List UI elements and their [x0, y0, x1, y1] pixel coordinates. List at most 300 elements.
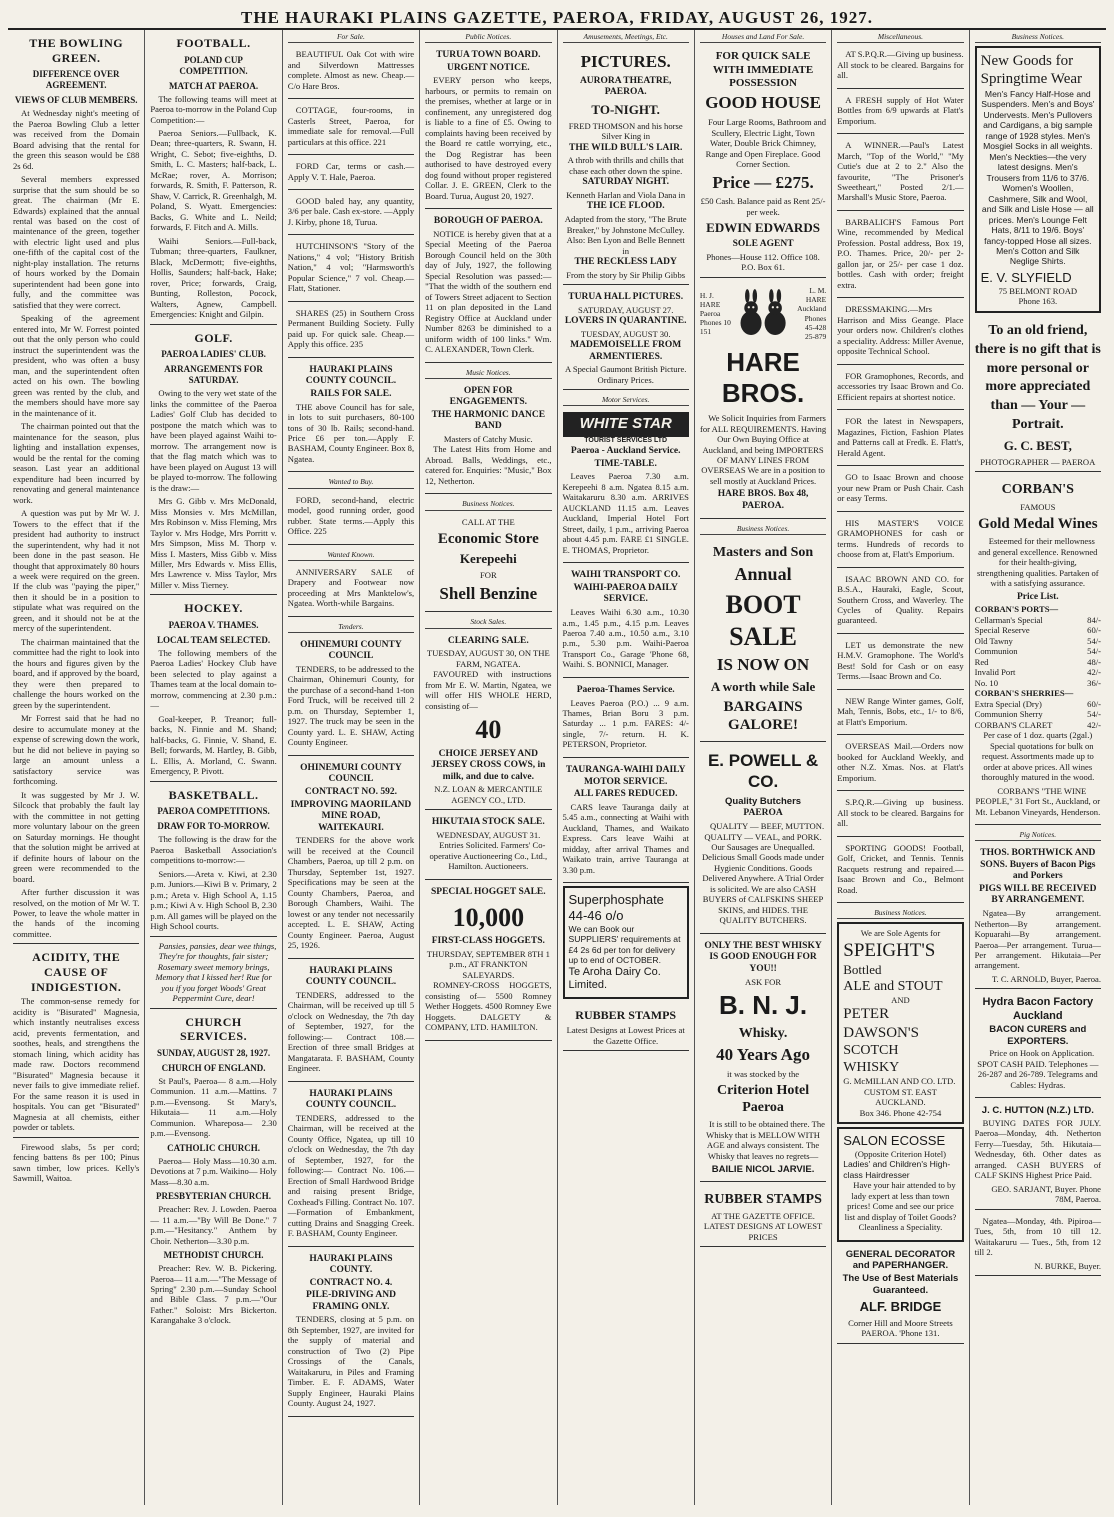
pigs-heading: PIGS WILL BE RECEIVED BY ARRANGEMENT. — [979, 883, 1097, 906]
section-header: Wanted to Buy. — [288, 475, 414, 488]
ad-text: BEAUTIFUL Oak Cot with wire and Silverdown Mattresses complete. Almost as new. Cheap.—C/o Hare Bros. — [287, 49, 415, 91]
notice-body: Entries Solicited. Farmers' Co-operative Auctioneering Co., Ltd., Hamilton. Auctioneers. — [429, 840, 548, 872]
price-item-price: 54/- — [1087, 635, 1101, 646]
timetable-body: Leaves Paeroa 7.30 a.m. Kerepeehi 8 a.m. Ngatea 8.15 a.m. Waitakaruru 8.30 a.m. ARRIVES AUCKLAND 11.15 a.m. Leaves Auckland, Imperial Hotel Fort Street, daily, 1 p.m., arriving Paeroa about 4.45 p.m. FARE £1 SINGLE. E. THOMAS, Proprietor. — [562, 471, 689, 555]
ad-text: FORD, second-hand, electric model, good running order, good rubber. State terms.—Apply this Office. 225 — [287, 494, 415, 537]
price-list-row — [975, 678, 1101, 688]
agent-role: SOLE AGENT — [732, 239, 794, 250]
salon-tagline: Ladies' and Children's High-class Hairdresser — [843, 1159, 951, 1180]
section-header: Amusements, Meetings, Etc. — [563, 30, 689, 43]
butcher-tagline: Quality Butchers — [725, 795, 802, 807]
price-item-name: Old Tawny — [974, 635, 1013, 646]
classified-ad — [837, 794, 963, 836]
classified-ad — [288, 564, 414, 617]
price-item-name: CORBAN'S PORTS— — [974, 604, 1059, 615]
column-1 — [8, 30, 145, 1505]
film-blurb: A Special Gaumont British Picture. Ordinary Prices. — [564, 364, 687, 385]
price-item-name: Invalid Port — [974, 667, 1016, 678]
tonight-heading: TO-NIGHT. — [591, 102, 660, 118]
thames-service-advert — [563, 681, 689, 758]
corbans-name: CORBAN'S — [1001, 482, 1074, 498]
portrait-slogan: To an old friend, there is no gift that is more personal or more appreciated than — Your — Portrait. — [974, 322, 1101, 433]
section-header: Business Notices. — [837, 906, 963, 919]
notice-title: OHINEMURI COUNTY COUNCIL — [300, 639, 402, 662]
rubber-stamps-advert — [563, 1002, 689, 1052]
ad-text: DRESSMAKING.—Mrs Harrison and Miss Geange. Place your orders now. Children's clothes a speciality. Address: Miller Avenue, opposite Technical School. — [837, 304, 964, 357]
notice-date: THURSDAY, SEPTEMBER 8TH 1 p.m., AT FRANKTON SALEYARDS. — [426, 948, 550, 980]
dawson-brand: PETER DAWSON'S — [843, 1006, 919, 1041]
price-item-name: CORBAN'S CLARET — [974, 719, 1053, 730]
stock-description: FIRST-CLASS HOGGETS. — [431, 936, 545, 947]
football-title: FOOTBALL. — [176, 36, 251, 50]
decorator-title: GENERAL DECORATOR and PAPERHANGER. — [845, 1248, 956, 1272]
whisky-years: 40 Years Ago — [716, 1044, 810, 1064]
ad-text: NEW Range Winter games, Golf, Mah, Tennis, Bobs, etc., 1/- to 8/6, at Flatt's Emporium. — [837, 695, 964, 727]
tender-notice — [288, 1250, 414, 1417]
speights-brand: SPEIGHT'S — [843, 939, 936, 961]
film-title: THE WILD BULL'S LAIR. — [569, 142, 683, 153]
rubber-stamps-body: AT THE GAZETTE OFFICE. LATEST DESIGNS AT LOWEST PRICES — [703, 1210, 823, 1242]
shop-name: Masters and Son — [712, 544, 814, 560]
column-5 — [558, 30, 695, 1505]
white-star-advert — [563, 409, 689, 563]
hutton-buyer: GEO. SARJANT, Buyer. Phone 78M, Paeroa. — [991, 1183, 1101, 1205]
house-title: GOOD HOUSE — [705, 93, 821, 113]
classified-ad — [837, 301, 963, 364]
notice-title: TURUA TOWN BOARD. — [436, 50, 541, 61]
classified-ad — [837, 214, 963, 298]
hydra-subtitle: BACON CURERS and EXPORTERS. — [989, 1024, 1087, 1047]
slyfield-address: 75 BELMONT ROAD — [998, 285, 1078, 296]
church-services: Paeroa— Holy Mass—10.30 a.m. Devotions at 7 p.m. Waikino— Holy Mass—8.30 a.m. — [150, 1155, 277, 1187]
notice-body: TENDERS, to be addressed to the Chairman, Ohinemuri County, for the purchase of a second-hand 1-ton Ford Truck, will be received till 2 p.m. on Thursday, September 1, 1927. The truck may be seen in the County yard. L. E. SHAW, Acting County Engineer. — [287, 663, 415, 748]
price-item-price: 36/- — [1087, 677, 1101, 688]
film-cast: FRED THOMSON and his horse Silver King in — [568, 120, 683, 142]
boot-sale-advert — [700, 538, 826, 743]
price-item-price: 54/- — [1087, 646, 1101, 657]
acidity-paragraph: The common-sense remedy for acidity is "Bisurated" Magnesia, which instantly neutralises excess acid, prevents fermentation, and soothes, heals, and strengthens the stomach lining, which acidity has made raw. Doctors recommend "Bisurated" Magnesia because it never fails to give immediate relief. For the same reason it is used in hospitals. You can get "Bisurated" Magnesia at all chemists, either powder or tablets. — [13, 996, 140, 1133]
church-services: Preacher: Rev. W. B. Pickering. Paeroa— 11 a.m.—"The Message of Spring" 2.30 p.m.—Sunday School and Bible Class. 7 p.m.—"Our Father." Soloist: Mrs Bickerton. Karangahake 3 o'clock. — [150, 1263, 277, 1326]
store-line: CALL AT THE — [461, 516, 515, 527]
tender-notice — [288, 636, 414, 756]
football-subhead-2: MATCH AT PAEROA. — [169, 80, 259, 91]
whisky-name: BAILIE NICOL JARVIE. — [711, 1164, 815, 1176]
divider — [150, 1008, 276, 1009]
hall-date: SATURDAY, AUGUST 27. — [578, 304, 674, 315]
ad-text: COTTAGE, four-rooms, in Casterls Street, Paeroa, for immediate sale for removal.—Full particulars at this office. 221 — [287, 105, 415, 147]
notice-subtitle: CONTRACT NO. 592. — [304, 786, 398, 797]
corbans-body: Special quotations for bulk on request. Assortments made up to order at above prices. All wines thoroughly matured in the wood. — [981, 740, 1095, 783]
whisky-line: it was stocked by the — [727, 1068, 800, 1079]
agent-name: EDWIN EDWARDS — [706, 220, 820, 236]
corbans-body: Esteemed for their mellowness and general excellence. Renowned for their health-giving, strengthening qualities. Partaken of with a satisfying assurance. — [976, 536, 1099, 589]
film-title: MADEMOISELLE FROM ARMENTIERES. — [570, 340, 682, 362]
price-list-row — [975, 646, 1101, 656]
store-name: Economic Store — [437, 531, 539, 547]
notice-title: SPECIAL HOGGET SALE. — [430, 886, 546, 897]
bowling-paragraph: A question was put by Mr W. J. Towers to the effect that if the president had authority to instruct the superintendent, why had it not been done in the past season. He thought that approximately 80 hours a week were required on the green. If the club was "paying the piper," then it should be in a position to stipulate what was required on the green, and it should not be at the mercy of the superintendent. — [13, 508, 140, 634]
ad-text: SHARES (25) in Southern Cross Permanent Building Society. Fully paid up. For quick sale. Cheap.—Apply this office. 235 — [287, 307, 415, 350]
butcher-name: E. POWELL & CO. — [707, 751, 819, 792]
agent-address: CUSTOM ST. EAST AUCKLAND. — [863, 1086, 937, 1108]
price-item-price: 42/- — [1087, 667, 1101, 678]
price-list-row — [975, 604, 1101, 614]
boot-sale-annual: Annual — [734, 563, 792, 584]
whisky-type: Whisky. — [738, 1025, 788, 1041]
decorator-advert — [837, 1245, 963, 1344]
boot-sale-status: IS NOW ON — [716, 655, 810, 675]
salon-advert — [837, 1127, 963, 1242]
superphosphate-body: We can Book our SUPPLIERS' requirements at £4 2s 6d per ton for delivery up to end of OCTOBER. — [568, 923, 681, 966]
notice-subtitle: PILE-DRIVING AND FRAMING ONLY. — [305, 1290, 396, 1312]
public-notice — [425, 212, 551, 362]
timetable-body: CARS leave Tauranga daily at 5.45 a.m., connecting at Waihi with Auckland, Thames, and Waikato Express. Cars leave Waihi at midday, after arrival Thames and Waikato train, arrive Tauranga at 3.30 p.m. — [562, 801, 689, 875]
ad-text: LET us demonstrate the new H.M.V. Gramophone. The World's Best! Sold for Cash or on easy Terms.—Isaac Brown and Co. — [837, 639, 964, 682]
price-list — [975, 604, 1101, 730]
column-3 — [283, 30, 420, 1505]
church-services: St Paul's, Paeroa— 8 a.m.—Holy Communion. 11 a.m.—Mattins. 7 p.m.—Evensong. St Mary's, Hikutaia— 11 a.m.—Holy Communion. Whareposa— 2.30 p.m.—Evensong. — [150, 1075, 277, 1139]
golf-paragraph: Owing to the very wet state of the links the committee of the Paeroa Ladies' Golf Club has decided to postpone the match which was to have been played against Waihi to-morrow. The arrangement now is that the flag match which was to have been played on August 13 will be played to-morrow. The following is the draw:— — [150, 388, 277, 493]
stock-description: CHOICE JERSEY AND JERSEY CROSS COWS, in milk, and due to calve. — [431, 748, 546, 782]
slyfield-heading: New Goods for Springtime Wear — [980, 53, 1083, 88]
ad-text: HIS MASTER'S VOICE GRAMOPHONES for cash or terms. Hundreds of records to choose from at, Flatt's Emporium. — [837, 517, 964, 560]
price-item-name: CORBAN'S SHERRIES— — [974, 688, 1074, 699]
speights-line: Bottled — [843, 961, 882, 977]
notice-body: TENDERS, addressed to the Chairman, will be received up till 5 o'clock on Wednesday, the 7th day of September, 1927, for the following:— Contract 108.—Erection of three small Bridges at Mangatarata. F. BASHAM, County Engineer. — [287, 989, 415, 1074]
house-price: Price — £275. — [712, 172, 814, 192]
store-advert — [425, 514, 551, 613]
golf-paragraph: Mrs G. Gibb v. Mrs McDonald, Miss Monsies v. Mrs McMillan, Mrs Robinson v. Miss Fleming, Mrs Taylor v. Mrs Hodge, Mrs Porritt v. Mrs Simpson, Miss M. Thorp v. Miss I. Masters, Miss Gibb v. Miss Miller, Mrs Edwards v. Miss Ellis, Mrs Lawrence v. Miss Taylor, Mrs Miller v. Miss Tierney. — [150, 496, 277, 590]
price-item-price: 60/- — [1087, 625, 1101, 636]
classified-ad — [288, 238, 414, 301]
notice-body: EVERY person who keeps, harbours, or permits to remain on the premises, whether at large or in confinement, any unregistered dog is liable to a fine of £5. Owing to complaints having been received by the Board re cattle worrying, etc., the Dog Registrar has been authorised to have destroyed every dog found without proper registered Collar. J. E. GREEN, Clerk to the Board. Turua, August 20, 1927. — [425, 75, 552, 201]
slyfield-phone: Phone 163. — [1018, 296, 1058, 307]
theatre-advert — [563, 46, 689, 285]
classified-ad — [837, 92, 963, 134]
borthwick-title: THOS. BORTHWICK AND SONS. Buyers of Bacon Pigs and Porkers — [980, 848, 1096, 882]
photographer-location: PHOTOGRAPHER — PAEROA — [980, 457, 1096, 467]
poem-advert: Pansies, pansies, dear wee things, They're for thoughts, fair sister; Rosemary sweet memory brings, Memory that I kissed her! Rue for you if you forget Woods' Great Peppermint Cure, dear! — [155, 940, 277, 1004]
notice-title: BOROUGH OF PAEROA. — [433, 216, 543, 227]
section-header: Business Notices. — [975, 30, 1101, 43]
ad-text: OVERSEAS Mail.—Orders now booked for Auckland Weekly, and other N.Z. Xmas. Nos. at Flatt's Emporium. — [837, 741, 964, 783]
notice-title: HIKUTAIA STOCK SALE. — [431, 817, 545, 828]
hutton-body: BUYING DATES FOR JULY. Paeroa—Monday, 4th. Netherton Ferry—Tuesday, 5th. Hikutaia—Wednesday, 6th. Other dates as arranged. CASH BUYERS of CALF SKINS Highest Price Paid. — [974, 1117, 1101, 1181]
price-list-row — [975, 709, 1101, 719]
corbans-advert — [975, 475, 1101, 825]
section-header: Motor Services. — [563, 393, 689, 406]
store-place: Kerepeehi — [459, 551, 517, 567]
notice-subtitle: URGENT NOTICE. — [446, 62, 530, 73]
price-list-row — [975, 667, 1101, 677]
film-cast: Kenneth Harlan and Viola Dana in — [566, 189, 686, 200]
service-subtitle: WAIHI-PAEROA DAILY SERVICE. — [573, 582, 678, 605]
tender-notice — [288, 962, 414, 1082]
notice-body: FAVOURED with instructions from Mr E. W. Martin, Ngatea, we will offer HIS WHOLE HERD, consisting of— — [425, 669, 552, 711]
price-item-name: Cellarman's Special — [974, 614, 1043, 625]
service-subtitle: ALL FARES REDUCED. — [573, 789, 678, 800]
notice-subtitle: CONTRACT NO. 4. — [309, 1277, 393, 1288]
notice-title: HAURAKI PLAINS COUNTY COUNCIL. — [305, 965, 397, 988]
section-header: Pig Notices. — [975, 828, 1101, 841]
hydra-title: Hydra Bacon Factory Auckland — [982, 996, 1094, 1022]
classified-ad — [288, 102, 414, 155]
notice-body: THE above Council has for sale, in lots to suit purchasers, 80-100 tons of 30 lb. Rails; second-hand. Price £6 per ton.—Apply F. BASHAM, County Engineer. Box 8, Ngatea. — [287, 401, 415, 464]
saturday-heading: SATURDAY NIGHT. — [582, 177, 669, 188]
service-name: TAURANGA-WAIHI DAILY MOTOR SERVICE. — [565, 764, 686, 787]
notice-body: NOTICE is hereby given that at a Special Meeting of the Paeroa Borough Council held on the 30th day of July, 1927, the following Special Resolution was passed:— "That the width of the southern end of Towers Street adjacent to Section 11 on plan deposited in the Land Registry Office at Auckland under Number 8263 be diminished to a uniform width of 100 links." Wm. C. ALEXANDER, Town Clerk. — [425, 228, 552, 355]
church-name: PRESBYTERIAN CHURCH. — [156, 1191, 272, 1202]
classified-ad — [837, 137, 963, 211]
band-advert — [425, 382, 551, 495]
classified-ad — [288, 46, 414, 99]
price-item-price: 42/- — [1087, 719, 1101, 730]
whisky-advert — [700, 937, 826, 1182]
corbans-address: CORBAN'S "THE WINE PEOPLE," 31 Fort St., Auckland, or Mt. Lebanon Vineyards, Henderson. — [975, 785, 1101, 817]
dairy-company: Te Aroha Dairy Co. Limited. — [568, 965, 661, 992]
column-7 — [832, 30, 969, 1505]
price-list-row — [975, 625, 1101, 635]
football-paragraph: Paeroa Seniors.—Fullback, K. Dean; three-quarters, R. Swann, H. Wright, C. Sebot; five-eighths, D. Smith, L. C. Masters; half-back, L. McRae; rover, A. Morrison; forwards, R. Smith, F. Patterson, R. Shaw, V. Carrick, R. Greenhalgh, M. Poland, S. Wyatt. Emergencies: Backs, G. White and L. Neild; forwards, F. Fitch and A. Mills. — [150, 127, 277, 233]
service-name: Paeroa - Auckland Service. — [570, 446, 681, 457]
price-list-row — [975, 688, 1101, 698]
price-item-name: Extra Special (Dry) — [974, 698, 1042, 709]
price-item-name: Communion — [974, 646, 1018, 657]
divider — [150, 781, 276, 782]
golf-title: GOLF. — [194, 330, 233, 345]
section-header: Public Notices. — [425, 30, 551, 43]
classified-ad — [288, 193, 414, 235]
butcher-advert — [700, 745, 826, 933]
classified-ad — [837, 469, 963, 511]
speights-line: We are Sole Agents for — [860, 928, 941, 939]
waihi-transport-advert — [563, 566, 689, 678]
classified-ad — [288, 158, 414, 190]
corbans-line: FAMOUS — [1020, 501, 1056, 512]
agent-contact: Phones—House 112. Office 108. P.O. Box 61. — [706, 251, 820, 273]
sale-heading: FOR QUICK SALE WITH IMMEDIATE POSSESSION — [712, 50, 814, 89]
notice-date: TUESDAY, AUGUST 30, ON THE FARM, NGATEA. — [426, 648, 550, 669]
photographer-name: G. C. BEST, — [1003, 438, 1072, 454]
timetable-body: Leaves Waihi 6.30 a.m., 10.30 a.m., 1.45 p.m., 4.15 p.m. Leaves Paeroa 7.40 a.m., 10.50 a.m., 3.10 p.m., 5.30 p.m. Waihi-Paeroa Transport Co., Garage 'Phone 68, Waihi. S. BONNICI, Manager. — [562, 607, 689, 670]
divider — [13, 943, 139, 944]
stock-sale-notice — [425, 813, 551, 880]
pigs-schedule: Ngatea—By arrangement. Netherton—By arrangement. Kopuarahi—By arrangement. Paeroa—Per arrangement. Turua—Per arrangement. Hikutaia—Per arrangement. — [974, 908, 1101, 971]
ad-text: SPORTING GOODS! Football, Golf, Cricket, and Tennis. Tennis Racquets restrung and repaired.—Isaac Brown and Co., Belmont Road. — [837, 842, 964, 895]
ad-text: A WINNER.—Paul's Latest March, "Top of the World," "My Cutie's due at 2 to 2." Also the favourite, "The Prisoner's Sweetheart," Posted 2/1.—Marshall's Music Store, Paeroa. — [837, 140, 964, 203]
notice-body: TENDERS for the above work will be received at the Council Chambers, Paeroa, up till 2 p.m. on Thursday, September 1st, 1927. Specifications may be seen at the County Chambers, Paeroa, and Borough Chambers, Waihi. The lowest or any tender not necessarily accepted. L. E. SHAW, Acting County Engineer. Paeroa, August 25, 1926. — [287, 835, 415, 951]
whisky-brand: B. N. J. — [718, 990, 808, 1021]
rubber-stamps-title: RUBBER STAMPS — [575, 1007, 677, 1022]
speights-product: ALE and STOUT — [843, 978, 943, 994]
firewood-notice: Firewood slabs, 5s per cord; fencing battens 8s per 100; Pinus sawn timber, low prices. Kelly's Sawmill, Waitoa. — [13, 1141, 140, 1184]
section-header: Miscellaneous. — [837, 30, 963, 43]
notice-date: WEDNESDAY, AUGUST 31. — [436, 830, 541, 840]
section-header: Tenders. — [288, 620, 414, 633]
hydra-body: Price on Hook on Application. SPOT CASH PAID. Telephones — 26-287 and 26-789. Telegrams and Cables: Hydras. — [977, 1048, 1099, 1090]
house-terms: £50 Cash. Balance paid as Rent 25/- per week. — [700, 196, 826, 217]
band-name: THE HARMONIC DANCE BAND — [431, 409, 546, 432]
column-8 — [970, 30, 1106, 1505]
borthwick-advert — [975, 844, 1101, 989]
hydra-advert — [975, 992, 1101, 1098]
classified-ad — [288, 305, 414, 358]
golf-subhead-2: ARRANGEMENTS FOR SATURDAY. — [164, 364, 263, 386]
classified-ad — [288, 492, 414, 545]
theatre-name: AURORA THEATRE, PAEROA. — [579, 75, 672, 98]
hare-bros-body: We Solicit Inquiries from Farmers for ALL REQUIREMENTS. Having Our Own Buying Office at Auckland, and being IMPORTERS OF MANY LINES FROM OVERSEAS We are in a position to sell mostly at Auckland Prices. — [699, 413, 827, 486]
notice-subtitle: IMPROVING MAORILAND MINE ROAD, WAITEKAURI. — [290, 799, 412, 833]
notice-body: TENDERS, addressed to the Chairman, will be received at the County Office, Ngatea, up till 10 o'clock on Wednesday, the 7th day of September, 1927, for the following:— Contract No. 106.—Erection of Small Hardwood Bridge and raising present Bridge, Coxhead's Filling. Contract No. 107.—Formation of Embankment, cutting Drains and Snagging Creek. F. BASHAM, County Engineer. — [287, 1112, 415, 1239]
ad-text: ANNIVERSARY SALE of Drapery and Footwear now proceeding at Mrs Manktelow's, Ngatea. Worth-while Bargains. — [287, 566, 415, 609]
film-cast: Also: Ben Lyon and Belle Bennett in — [566, 235, 685, 256]
price-item-price: 84/- — [1087, 614, 1101, 625]
classified-ad — [837, 413, 963, 466]
speights-advert — [837, 922, 963, 1124]
service-name: Paeroa-Thames Service. — [576, 684, 675, 695]
classified-ad — [837, 46, 963, 88]
price-item-name: Communion Sherry — [974, 709, 1043, 720]
masthead: THE HAURAKI PLAINS GAZETTE, PAEROA, FRIDAY, AUGUST 26, 1927. — [8, 6, 1106, 30]
tender-notice — [288, 1085, 414, 1247]
church-name: METHODIST CHURCH. — [163, 1250, 264, 1261]
divider — [150, 324, 276, 325]
whisky-ask: ASK FOR — [745, 976, 782, 987]
classified-ad — [837, 368, 963, 410]
decorator-address: Corner Hill and Moore Streets PAEROA. 'Phone 131. — [848, 1317, 953, 1339]
slyfield-advert — [975, 46, 1101, 313]
corbans-product: Gold Medal Wines — [978, 516, 1098, 533]
salon-body: Have your hair attended to by lady expert at less than town prices! Come and see our price list and display of Toilet Goods? Cleanliness a Speciality. — [844, 1180, 957, 1233]
notice-title: HAURAKI PLAINS COUNTY. — [309, 1253, 393, 1276]
ad-text: ISAAC BROWN AND CO. for B.S.A., Hauraki, Eagle, Scout, Southern Cross, and Waverley. The Cycles of Quality. Repairs guaranteed. — [837, 573, 964, 626]
section-header: Stock Sales. — [425, 615, 551, 628]
public-notice — [425, 46, 551, 209]
columns — [8, 30, 1106, 1505]
bowling-paragraph: It was suggested by Mr J. W. Silcock that probably the fault lay with the committee in not getting more voluntary labour on the green on Saturday mornings. He thought that the solution might be arrived at if definite hours of labour on the green were recommended to the board. — [13, 789, 140, 884]
classified-ad — [837, 840, 963, 903]
price-item-name: Red — [974, 656, 989, 667]
whisky-body: It is still to be obtained there. The Whisky that is MELLOW WITH AGE and always consistent. The Whisky that leaves no regrets— — [706, 1119, 825, 1161]
bowling-title: THE BOWLING GREEN. — [29, 36, 124, 65]
white-star-logo: WHITE STAR — [563, 412, 689, 436]
tender-notice — [288, 759, 414, 959]
house-sale-advert — [700, 46, 826, 277]
hare-bros-advert — [700, 281, 826, 519]
photographer-advert — [975, 316, 1101, 473]
film-title: LOVERS IN QUARANTINE. — [564, 316, 687, 327]
burke-schedule: Ngatea—Monday, 4th. Pipiroa— Tues, 5th, from 10 till 12. Waitakaruru — Tues., 5th, from 12 till 2. — [974, 1215, 1101, 1258]
stock-sale-notice — [425, 883, 551, 1041]
slyfield-name: E. V. SLYFIELD — [980, 269, 1072, 285]
price-item-price: 48/- — [1087, 656, 1101, 667]
hall-date: TUESDAY, AUGUST 30. — [580, 328, 671, 339]
rubber-stamps-advert — [700, 1185, 826, 1248]
butcher-town: PAEROA — [743, 808, 783, 819]
bowling-paragraph: The chairman pointed out that the maintenance for the season, plus lighting and installation expenses, would be the rental for the coming season. Last year an additional expenditure had been incurred by renovating and general maintenance work. — [13, 421, 140, 505]
council-notice — [288, 361, 414, 473]
section-header: Business Notices. — [425, 497, 551, 510]
dawson-product: SCOTCH WHISKY — [843, 1042, 900, 1076]
stock-sale-notice — [425, 632, 551, 811]
hockey-subhead-2: LOCAL TEAM SELECTED. — [157, 635, 271, 646]
stock-count: 40 — [475, 715, 502, 744]
football-paragraph: Waihi Seniors.—Full-back, Tubman; three-quarters, Faulkner, Black, McDermott; five-eighths, Hollis, Saunders; half-back, Hake; rover, Price; forwards, Craig, Bunting, Rolleston, Pocock, Walters, Agnew, Campbell. Emergencies: Knight and Gilpin. — [150, 235, 277, 320]
bowling-paragraph: Mr Forrest said that he had no desire to accumulate money at the expense of screwing down the work, but he did not believe in paying so large an amount unless a satisfactory service was forthcoming. — [13, 713, 140, 787]
hare-bros-logo: HARE BROS. — [721, 346, 805, 409]
tauranga-service-advert — [563, 761, 689, 883]
hare-bros-signature: HARE BROS. Box 48, PAEROA. — [717, 489, 809, 512]
price-list-row — [975, 699, 1101, 709]
divider — [13, 1137, 139, 1138]
basketball-paragraph: The following is the draw for the Paeroa Basketball Association's competitions to-morrow:— — [150, 834, 277, 866]
band-line: OPEN FOR ENGAGEMENTS. — [449, 385, 527, 408]
hall-title: TURUA HALL PICTURES. — [568, 292, 684, 303]
notice-body: TENDERS, closing at 5 p.m. on 8th September, 1927, are invited for the supply of material and construction of Two (2) Pipe Crossings of the Canals, Waitakaruru, in Piles and Framing Timber. E. F. ADAMS, Water Supply Engineer, Hauraki Plains County. August 24, 1927. — [287, 1314, 415, 1409]
hare-auckland-contact: L. M. HARE Auckland Phones 45-428 25-879 — [797, 286, 827, 341]
ad-text: FOR Gramophones, Records, and accessories try Isaac Brown and Co. Efficient repairs at shortest notice. — [837, 370, 964, 402]
column-2 — [145, 30, 282, 1505]
timetable-body: Leaves Paeroa (P.O.) ... 9 a.m. Thames, Brian Boru 3 p.m. Saturday ... 1 p.m. FARES: 4/- single, 7/- return. H. K. PETERSON, Proprietor. — [562, 697, 689, 750]
auctioneer: N.Z. LOAN & MERCANTILE AGENCY CO., LTD. — [434, 784, 543, 805]
film-title: THE RECKLESS LADY — [574, 256, 677, 267]
divider — [150, 594, 276, 595]
salon-name: SALON ECOSSE — [843, 1133, 946, 1149]
section-header: Business Notices. — [700, 522, 826, 535]
basketball-subhead-2: DRAW FOR TO-MORROW. — [157, 821, 270, 832]
hutton-advert — [975, 1101, 1101, 1209]
section-header: For Sale. — [288, 30, 414, 43]
classified-ad — [837, 693, 963, 735]
ad-text: FORD Car, terms or cash.—Apply V. T. Hale, Paeroa. — [287, 161, 415, 182]
price-item-price: 54/- — [1087, 709, 1101, 720]
film-title: THE ICE FLOOD. — [586, 201, 665, 212]
notice-title: HAURAKI PLAINS COUNTY COUNCIL. — [305, 1088, 397, 1111]
basketball-title: BASKETBALL. — [168, 787, 259, 802]
rubber-stamps-body: Latest Designs at Lowest Prices at the Gazette Office. — [566, 1025, 685, 1046]
hotel-name: Criterion Hotel Paeroa — [716, 1083, 810, 1116]
price-list-title: Price List. — [1016, 591, 1059, 602]
bowling-paragraph: Speaking of the agreement entered into, Mr W. Forrest pointed out that the only person who could instruct the superintendent was the president, who was often a busy man, and the superintendent often acted on his own. The bowling green was rented by the club, and the members should have more say in the maintenance of it. — [13, 313, 140, 418]
burke-buyer: N. BURKE, Buyer. — [1034, 1260, 1101, 1271]
golf-subhead: PAEROA LADIES' CLUB. — [161, 349, 266, 360]
bowling-paragraph: After further discussion it was resolved, on the motion of Mr W. T. Power, to leave the whole matter in the hands of the incoming committee. — [13, 887, 140, 939]
price-list-row — [975, 720, 1101, 730]
notice-title: OHINEMURI COUNTY COUNCIL — [300, 762, 402, 785]
ad-text: HUTCHINSON'S "Story of the Nations," 4 vol; "History British Nation," 4 vol; "Harmsworth's Popular Science," 7 vol. Cheap.—Flatt, Stationer. — [287, 241, 415, 294]
church-name: CHURCH OF ENGLAND. — [161, 1062, 266, 1073]
bowling-paragraph: At Wednesday night's meeting of the Paeroa Bowling Club a letter was received from the Domain Board advising that the rental for the green this season would be £88 2s 6d. — [13, 108, 140, 171]
price-item-name: No. 10 — [974, 677, 999, 688]
football-paragraph: The following teams will meet at Paeroa to-morrow in the Poland Cup Competition:— — [150, 93, 277, 125]
butcher-body: QUALITY — BEEF, MUTTON. QUALITY — VEAL, and PORK. Our Sausages are Unequalled. Delicious Small Goods made under Hygienic Conditions. Goods Delivered Anywhere. A Trial Order is solicited. We are also CASH BUYERS of CALFSKINS SHEEP SKINS, and HIDES. THE QUALITY BUTCHERS. — [701, 821, 825, 926]
ad-text: FOR the latest in Newspapers, Magazines, Fiction, Fashion Plates and Patterns call at Fredk. E. Flatt's, Herald Agent. — [837, 416, 964, 458]
bowling-subhead-2: VIEWS OF CLUB MEMBERS. — [14, 95, 138, 106]
superphosphate-advert — [563, 886, 689, 998]
notice-title: HAURAKI PLAINS COUNTY COUNCIL. — [305, 364, 397, 387]
church-date: SUNDAY, AUGUST 28, 1927. — [156, 1047, 271, 1058]
church-title: CHURCH SERVICES. — [180, 1014, 248, 1044]
classified-ad — [837, 738, 963, 791]
classified-ad — [837, 515, 963, 568]
band-tagline: Masters of Catchy Music. — [443, 433, 533, 444]
basketball-paragraph: Seniors.—Areta v. Kiwi, at 2.30 p.m. Juniors.—Kiwi B v. Primary, 2 p.m.; Areta v. High School A, 1.15 p.m.; Kiwi A v. High School B, 2.30 p.m. All games will be played on the High School courts. — [150, 868, 277, 932]
section-header: Houses and Land For Sale. — [700, 30, 826, 43]
salon-location: (Opposite Criterion Hotel) — [854, 1148, 947, 1159]
stock-count: 10,000 — [452, 902, 525, 932]
notice-subtitle: RAILS FOR SALE. — [310, 388, 392, 399]
agent-contact: Box 346. Phone 42-754 — [859, 1107, 942, 1118]
